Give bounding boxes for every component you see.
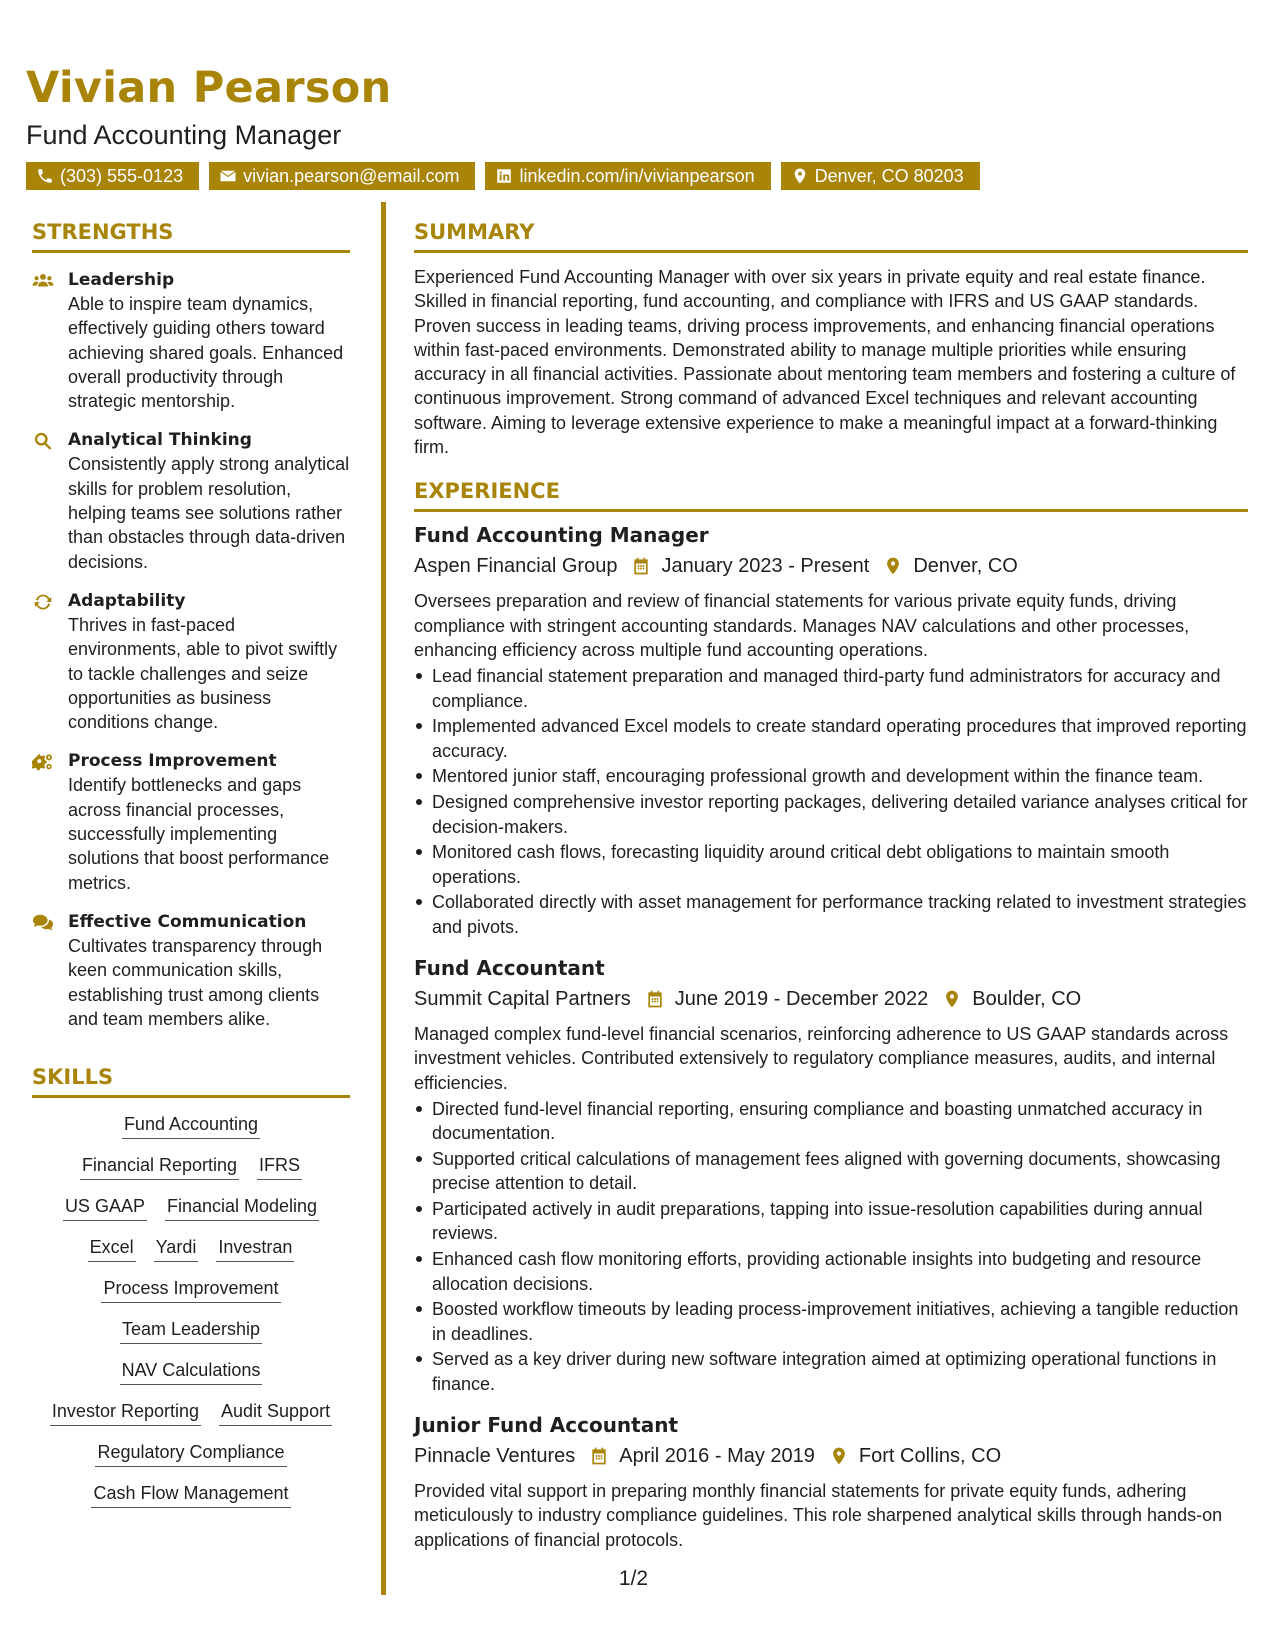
cogs-icon [32, 751, 54, 773]
job-company: Aspen Financial Group [414, 555, 618, 578]
skill-tag: Financial Reporting [80, 1151, 239, 1180]
strength-desc: Identify bottlenecks and gaps across financial processes, successfully implementing solutions that boost performance metrics. [68, 775, 330, 893]
job-location: Denver, CO [913, 555, 1018, 578]
envelope-icon [219, 167, 237, 185]
contact-location [781, 162, 980, 190]
strength-title: Adaptability [68, 590, 186, 611]
job-entry [414, 1410, 1248, 1552]
skill-tag: Investor Reporting [50, 1397, 201, 1426]
strength-leadership [32, 268, 350, 413]
location-pin-icon [883, 556, 903, 576]
list-item: Participated actively in audit preparations, tapping into issue-resolution capabilities during annual reviews. [414, 1197, 1248, 1246]
skill-tag: Team Leadership [120, 1315, 262, 1344]
experience-heading: EXPERIENCE [414, 477, 1248, 512]
skill-tag: Audit Support [219, 1397, 332, 1426]
skill-tag: IFRS [257, 1151, 302, 1180]
strength-title: Process Improvement [68, 751, 277, 772]
skill-tag: Yardi [154, 1233, 199, 1262]
job-dates: June 2019 - December 2022 [674, 988, 929, 1011]
job-bullets [414, 664, 1248, 939]
location-pin-icon [942, 989, 962, 1009]
list-item: Supported critical calculations of management fees aligned with governing documents, showcasing precise attention to detail. [414, 1147, 1248, 1196]
skills-heading: SKILLS [32, 1063, 350, 1098]
job-entry [414, 953, 1248, 1396]
job-meta [414, 1441, 1248, 1471]
right-column [414, 218, 1248, 1552]
job-location: Boulder, CO [972, 988, 1082, 1011]
strength-analytical [32, 428, 350, 573]
list-item: Served as a key driver during new software integration aimed at optimizing operational functions in finance. [414, 1347, 1248, 1396]
contact-phone[interactable] [26, 162, 199, 190]
contact-location-text: Denver, CO 80203 [814, 166, 964, 186]
job-description: Oversees preparation and review of financial statements for various private equity funds, driving compliance with stringent accounting standards. Manages NAV calculations and other processes, enhancing efficiency across multiple fund accounting operations. [414, 591, 1190, 660]
job-location: Fort Collins, CO [858, 1444, 1002, 1467]
job-description: Managed complex fund-level financial scenarios, reinforcing adherence to US GAAP standards across investment vehicles. Contributed extensively to regulatory compliance measures, audits, and internal efficiencies. [414, 1024, 1229, 1093]
phone-icon [36, 167, 54, 185]
linkedin-icon [495, 167, 513, 185]
skills-section [32, 1063, 350, 1508]
contact-phone-text: (303) 555-0123 [60, 166, 184, 186]
skill-tag: Regulatory Compliance [95, 1438, 286, 1467]
skill-tag: NAV Calculations [120, 1356, 263, 1385]
strength-process [32, 749, 350, 894]
candidate-name: Vivian Pearson [26, 63, 392, 113]
list-item: Lead financial statement preparation and managed third-party fund administrators for accuracy and compliance. [414, 664, 1248, 713]
job-description: Provided vital support in preparing monthly financial statements for private equity funds, adhering meticulously to industry compliance guidelines. This role sharpened analytical skills through hands-on applications of financial protocols. [414, 1480, 1223, 1550]
job-company: Summit Capital Partners [414, 988, 631, 1011]
job-title: Junior Fund Accountant [414, 1412, 679, 1437]
strength-desc: Cultivates transparency through keen communication skills, establishing trust among clients and team members alike. [68, 935, 323, 1029]
page-number-text: 1/2 [618, 1567, 649, 1590]
list-item: Collaborated directly with asset management for performance tracking related to investment strategies and pivots. [414, 890, 1248, 939]
sync-icon [32, 591, 54, 613]
column-divider [381, 202, 386, 1595]
strength-desc: Thrives in fast-paced environments, able to pivot swiftly to tackle challenges and seize opportunities as business conditions change. [68, 614, 338, 733]
job-meta [414, 551, 1248, 581]
location-pin-icon [791, 167, 809, 185]
skill-tag: Investran [216, 1233, 294, 1262]
candidate-role: Fund Accounting Manager [26, 120, 342, 150]
page-number [0, 1565, 1275, 1593]
skills-list [32, 1110, 350, 1508]
list-item: Monitored cash flows, forecasting liquidity around critical debt obligations to maintain smooth operations. [414, 840, 1248, 889]
search-icon [32, 430, 54, 452]
skill-tag: Cash Flow Management [91, 1479, 290, 1508]
summary-text: Experienced Fund Accounting Manager with over six years in private equity and real estate finance. Skilled in financial reporting, fund accounting, and compliance with IFRS and US GAAP standards. Proven success in leading teams, driving process improvements, and enhancing financial operations within fast-paced environments. Demonstrated ability to manage multiple priorities while ensuring accuracy in all financial activities. Passionate about mentoring team members and fostering a culture of continuous improvement. Strong command of advanced Excel techniques and relevant accounting software. Aiming to leverage extensive experience to make a meaningful impact at a forward-thinking firm. [414, 267, 1236, 458]
job-entry [414, 520, 1248, 939]
job-company: Pinnacle Ventures [414, 1444, 576, 1467]
comments-icon [32, 912, 54, 934]
skill-tag: Financial Modeling [165, 1192, 319, 1221]
skill-tag: US GAAP [63, 1192, 147, 1221]
list-item: Directed fund-level financial reporting, ensuring compliance and boasting unmatched accuracy in documentation. [414, 1097, 1248, 1146]
strength-communication [32, 910, 350, 1031]
calendar-icon [645, 989, 665, 1009]
users-icon [32, 270, 54, 292]
strength-title: Leadership [68, 270, 175, 290]
skill-tag: Excel [88, 1233, 136, 1262]
job-dates: January 2023 - Present [661, 555, 870, 578]
strength-adaptability [32, 589, 350, 734]
summary-heading: SUMMARY [414, 218, 1248, 253]
strengths-heading: STRENGTHS [32, 218, 350, 253]
strength-desc: Able to inspire team dynamics, effectively guiding others toward achieving shared goals. Enhanced overall productivity through strategic mentorship. [68, 294, 344, 412]
location-pin-icon [829, 1446, 849, 1466]
strength-title: Analytical Thinking [68, 430, 252, 451]
skill-tag: Process Improvement [101, 1274, 280, 1303]
list-item: Enhanced cash flow monitoring efforts, providing actionable insights into budgeting and resource allocation decisions. [414, 1247, 1248, 1296]
left-column [32, 218, 350, 1508]
calendar-icon [631, 556, 651, 576]
job-title: Fund Accounting Manager [414, 523, 709, 548]
list-item: Boosted workflow timeouts by leading process-improvement initiatives, achieving a tangible reduction in deadlines. [414, 1297, 1248, 1346]
strength-desc: Consistently apply strong analytical skills for problem resolution, helping teams see solutions rather than obstacles through data-driven decisions. [68, 454, 350, 572]
job-title: Fund Accountant [414, 956, 605, 981]
contact-linkedin[interactable] [485, 162, 770, 190]
list-item: Mentored junior staff, encouraging professional growth and development within the finance team. [414, 764, 1248, 788]
list-item: Implemented advanced Excel models to create standard operating procedures that improved reporting accuracy. [414, 714, 1248, 763]
contact-linkedin-text: linkedin.com/in/vivianpearson [519, 166, 755, 186]
list-item: Designed comprehensive investor reporting packages, delivering detailed variance analyses critical for decision-makers. [414, 790, 1248, 839]
job-dates: April 2016 - May 2019 [619, 1444, 815, 1467]
calendar-icon [589, 1446, 609, 1466]
job-meta [414, 984, 1248, 1014]
resume-header [26, 60, 1256, 190]
contact-email[interactable] [209, 162, 475, 190]
job-bullets [414, 1097, 1248, 1396]
contact-email-text: vivian.pearson@email.com [243, 166, 460, 186]
strength-title: Effective Communication [68, 911, 307, 932]
skill-tag: Fund Accounting [122, 1110, 260, 1139]
contact-bar [26, 162, 1256, 190]
